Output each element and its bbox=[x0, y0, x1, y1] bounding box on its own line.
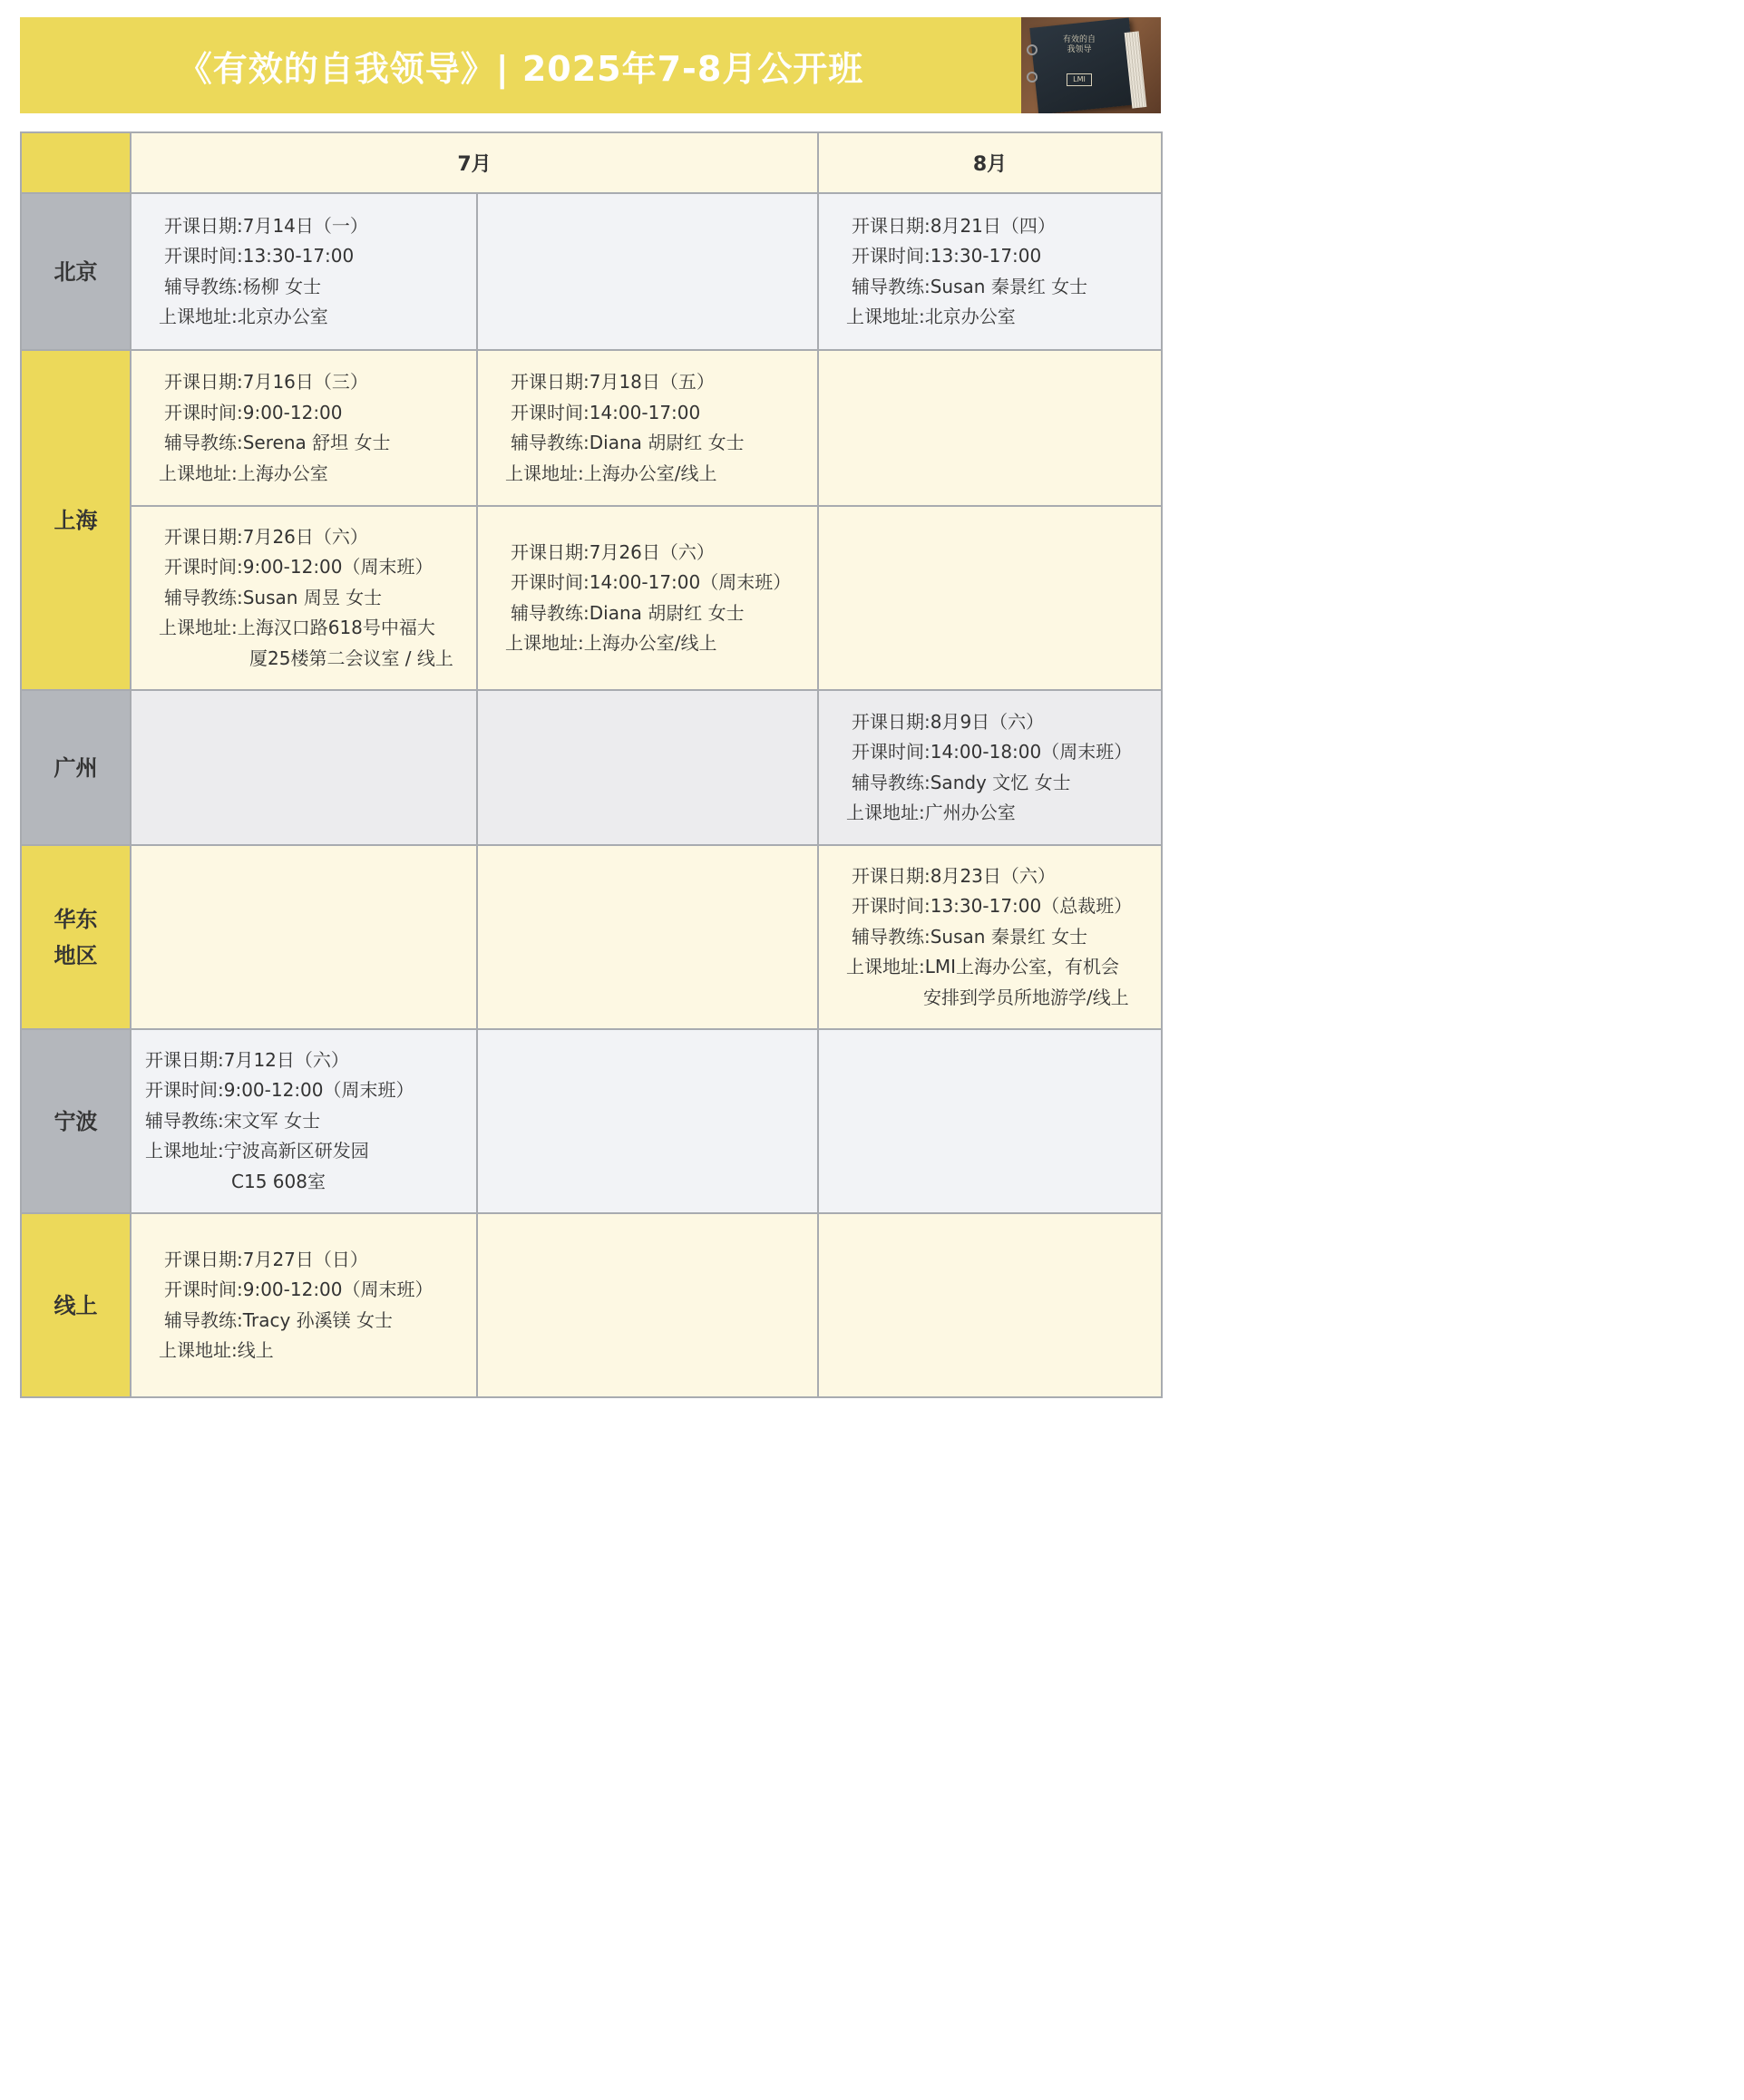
table-row-ningbo bbox=[21, 1029, 1162, 1213]
session-time: 开课时间:13:30-17:00 bbox=[164, 245, 355, 267]
session-address: 上课地址:广州办公室 bbox=[846, 802, 1016, 823]
empty-cell bbox=[131, 845, 477, 1029]
empty-cell bbox=[477, 1213, 818, 1397]
session-date: 开课日期:7月16日（三） bbox=[164, 371, 368, 393]
table-row-shanghai-2 bbox=[21, 506, 1162, 690]
session-date: 开课日期:8月9日（六） bbox=[852, 710, 1045, 733]
session-address: 上课地址:北京办公室 bbox=[846, 306, 1016, 327]
city-label-shanghai: 上海 bbox=[21, 350, 131, 690]
city-label-beijing: 北京 bbox=[21, 193, 131, 350]
session-address: 上课地址:线上 bbox=[159, 1339, 274, 1361]
city-label-line: 地区 bbox=[54, 942, 98, 968]
session-address: 上课地址:上海办公室/线上 bbox=[505, 632, 717, 654]
session-coach: 辅导教练:Diana 胡尉红 女士 bbox=[511, 432, 745, 453]
city-label-ningbo: 宁波 bbox=[21, 1029, 131, 1213]
session-address: 上课地址:上海办公室 bbox=[159, 462, 328, 484]
session-address: 上课地址:北京办公室 bbox=[159, 306, 328, 327]
session-coach: 辅导教练:杨柳 女士 bbox=[164, 275, 322, 297]
session-address: 上课地址:上海办公室/线上 bbox=[505, 462, 717, 484]
session-date: 开课日期:7月14日（一） bbox=[164, 214, 368, 237]
table-row-online bbox=[21, 1213, 1162, 1397]
schedule-table bbox=[20, 131, 1163, 1398]
session-cell bbox=[818, 690, 1162, 845]
session-coach: 辅导教练:Sandy 文忆 女士 bbox=[852, 771, 1071, 793]
session-coach: 辅导教练:Susan 秦景红 女士 bbox=[852, 925, 1088, 948]
session-cell bbox=[131, 350, 477, 506]
session-cell bbox=[131, 506, 477, 690]
session-cell bbox=[477, 350, 818, 506]
session-time: 开课时间:9:00-12:00（周末班） bbox=[164, 556, 434, 578]
session-date: 开课日期:7月26日（六） bbox=[164, 525, 368, 548]
session-date: 开课日期:8月21日（四） bbox=[852, 214, 1056, 237]
session-date: 开课日期:7月18日（五） bbox=[511, 371, 715, 393]
table-header-row bbox=[21, 132, 1162, 193]
session-address-cont: 厦25楼第二会议室 / 线上 bbox=[249, 647, 453, 669]
empty-cell bbox=[818, 350, 1162, 506]
book-cover bbox=[1029, 18, 1137, 113]
session-time: 开课时间:14:00-18:00（周末班） bbox=[852, 741, 1133, 763]
session-coach: 辅导教练:Serena 舒坦 女士 bbox=[164, 432, 391, 453]
session-time: 开课时间:14:00-17:00 bbox=[511, 401, 701, 423]
session-time: 开课时间:9:00-12:00 bbox=[164, 401, 343, 423]
header-corner bbox=[21, 132, 131, 193]
empty-cell bbox=[477, 1029, 818, 1213]
session-cell bbox=[131, 193, 477, 350]
session-coach: 辅导教练:Tracy 孙溪镁 女士 bbox=[164, 1308, 394, 1331]
page-title: 《有效的自我领导》| 2025年7-8月公开班 bbox=[177, 48, 864, 89]
empty-cell bbox=[477, 193, 818, 350]
city-label-line: 华东 bbox=[54, 906, 98, 932]
table-row-beijing bbox=[21, 193, 1162, 350]
book-title: 有效的自我领导 bbox=[1062, 35, 1096, 54]
session-coach: 辅导教练:Diana 胡尉红 女士 bbox=[511, 601, 745, 624]
session-coach: 辅导教练:Susan 周昱 女士 bbox=[164, 586, 383, 608]
empty-cell bbox=[477, 690, 818, 845]
empty-cell bbox=[818, 1029, 1162, 1213]
session-cell bbox=[818, 845, 1162, 1029]
session-coach: 辅导教练:宋文军 女士 bbox=[145, 1109, 321, 1132]
book-cover-image bbox=[1021, 17, 1161, 113]
column-header-july: 7月 bbox=[131, 132, 818, 193]
session-cell bbox=[131, 1213, 477, 1397]
table-row-guangzhou bbox=[21, 690, 1162, 845]
binder-ring-icon bbox=[1027, 44, 1038, 55]
session-address-cont: C15 608室 bbox=[231, 1170, 326, 1192]
session-date: 开课日期:8月23日（六） bbox=[852, 864, 1056, 887]
session-cell bbox=[131, 1029, 477, 1213]
city-label-online: 线上 bbox=[21, 1213, 131, 1397]
session-address: 上课地址:上海汉口路618号中福大 bbox=[159, 617, 435, 639]
session-time: 开课时间:9:00-12:00（周末班） bbox=[145, 1079, 414, 1102]
empty-cell bbox=[818, 506, 1162, 690]
session-time: 开课时间:14:00-17:00（周末班） bbox=[511, 571, 792, 593]
column-header-august: 8月 bbox=[818, 132, 1162, 193]
session-cell bbox=[818, 193, 1162, 350]
empty-cell bbox=[818, 1213, 1162, 1397]
session-address-cont: 安排到学员所地游学/线上 bbox=[923, 986, 1129, 1008]
session-time: 开课时间:9:00-12:00（周末班） bbox=[164, 1278, 434, 1300]
title-banner bbox=[20, 17, 1161, 113]
session-date: 开课日期:7月26日（六） bbox=[511, 540, 715, 563]
session-address: 上课地址:宁波高新区研发园 bbox=[145, 1140, 369, 1162]
session-cell bbox=[477, 506, 818, 690]
session-time: 开课时间:13:30-17:00 bbox=[852, 245, 1042, 267]
session-date: 开课日期:7月12日（六） bbox=[145, 1048, 349, 1071]
city-label-huadong bbox=[21, 845, 131, 1029]
book-logo: LMI bbox=[1067, 73, 1092, 86]
table-row-shanghai-1 bbox=[21, 350, 1162, 506]
binder-ring-icon bbox=[1027, 72, 1038, 83]
session-time: 开课时间:13:30-17:00（总裁班） bbox=[852, 895, 1133, 918]
table-row-huadong bbox=[21, 845, 1162, 1029]
session-address: 上课地址:LMI上海办公室，有机会 bbox=[846, 956, 1120, 978]
session-coach: 辅导教练:Susan 秦景红 女士 bbox=[852, 275, 1088, 297]
empty-cell bbox=[477, 845, 818, 1029]
city-label-guangzhou: 广州 bbox=[21, 690, 131, 845]
empty-cell bbox=[131, 690, 477, 845]
session-date: 开课日期:7月27日（日） bbox=[164, 1248, 368, 1270]
